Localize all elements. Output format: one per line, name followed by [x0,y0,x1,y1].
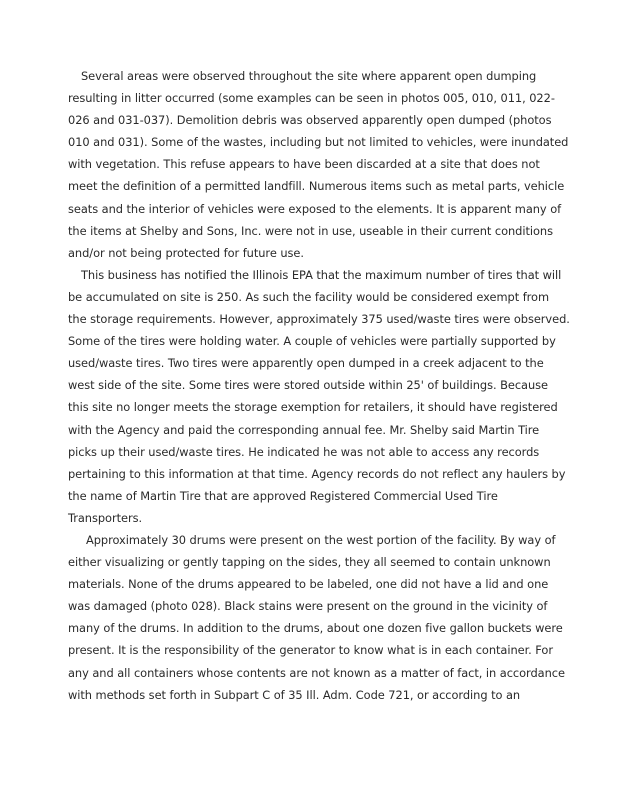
text-line: with methods set forth in Subpart C of 35 Ill. Adm. Code 721, or according to an [68,687,521,702]
paragraph-tires [68,264,570,529]
text-line: meet the definition of a permitted landfill. Numerous items such as metal parts, vehicle [68,179,565,194]
text-line: This business has notified the Illinois EPA that the maximum number of tires that will [81,267,562,282]
text-line: 010 and 031). Some of the wastes, including but not limited to vehicles, were inundated [68,135,569,150]
text-line: the name of Martin Tire that are approved Registered Commercial Used Tire [68,488,498,503]
text-line: used/waste tires. Two tires were apparently open dumped in a creek adjacent to the [68,356,544,371]
text-line: seats and the interior of vehicles were exposed to the elements. It is apparent many of [68,201,562,216]
text-line: present. It is the responsibility of the generator to know what is in each container. For [68,643,553,658]
text-line: be accumulated on site is 250. As such the facility would be considered exempt from [68,289,550,304]
text-line: materials. None of the drums appeared to be labeled, one did not have a lid and one [68,577,549,592]
text-line: Some of the tires were holding water. A couple of vehicles were partially supported by [68,334,556,349]
paragraph-drums [68,529,565,706]
text-line: was damaged (photo 028). Black stains were present on the ground in the vicinity of [68,599,548,614]
text-line: Several areas were observed throughout the site where apparent open dumping [81,69,537,83]
paragraph-open-dumping [68,65,569,264]
text-line: with the Agency and paid the corresponding annual fee. Mr. Shelby said Martin Tire [68,422,540,437]
text-line: any and all containers whose contents are not known as a matter of fact, in accordance [68,665,565,680]
text-line: many of the drums. In addition to the drums, about one dozen five gallon buckets were [68,621,563,636]
text-line: this site no longer meets the storage exemption for retailers, it should have registered [68,400,558,415]
text-line: Approximately 30 drums were present on the west portion of the facility. By way of [86,532,556,547]
body-text [68,65,570,706]
text-line: the storage requirements. However, approximately 375 used/waste tires were observed. [68,312,570,327]
text-line: and/or not being protected for future use. [68,245,304,260]
text-line: west side of the site. Some tires were stored outside within 25' of buildings. Because [68,378,548,393]
text-line: Transporters. [68,510,143,525]
text-line: either visualizing or gently tapping on the sides, they all seemed to contain unknown [68,555,551,570]
text-line: with vegetation. This refuse appears to have been discarded at a site that does not [68,157,540,172]
text-line: resulting in litter occurred (some examples can be seen in photos 005, 010, 011, 022- [68,91,555,106]
text-line: 026 and 031-037). Demolition debris was observed apparently open dumped (photos [68,113,552,128]
text-line: picks up their used/waste tires. He indicated he was not able to access any records [68,444,540,459]
text-line: the items at Shelby and Sons, Inc. were not in use, useable in their current conditions [68,223,553,238]
text-line: pertaining to this information at that time. Agency records do not reflect any haulers by [68,466,566,481]
